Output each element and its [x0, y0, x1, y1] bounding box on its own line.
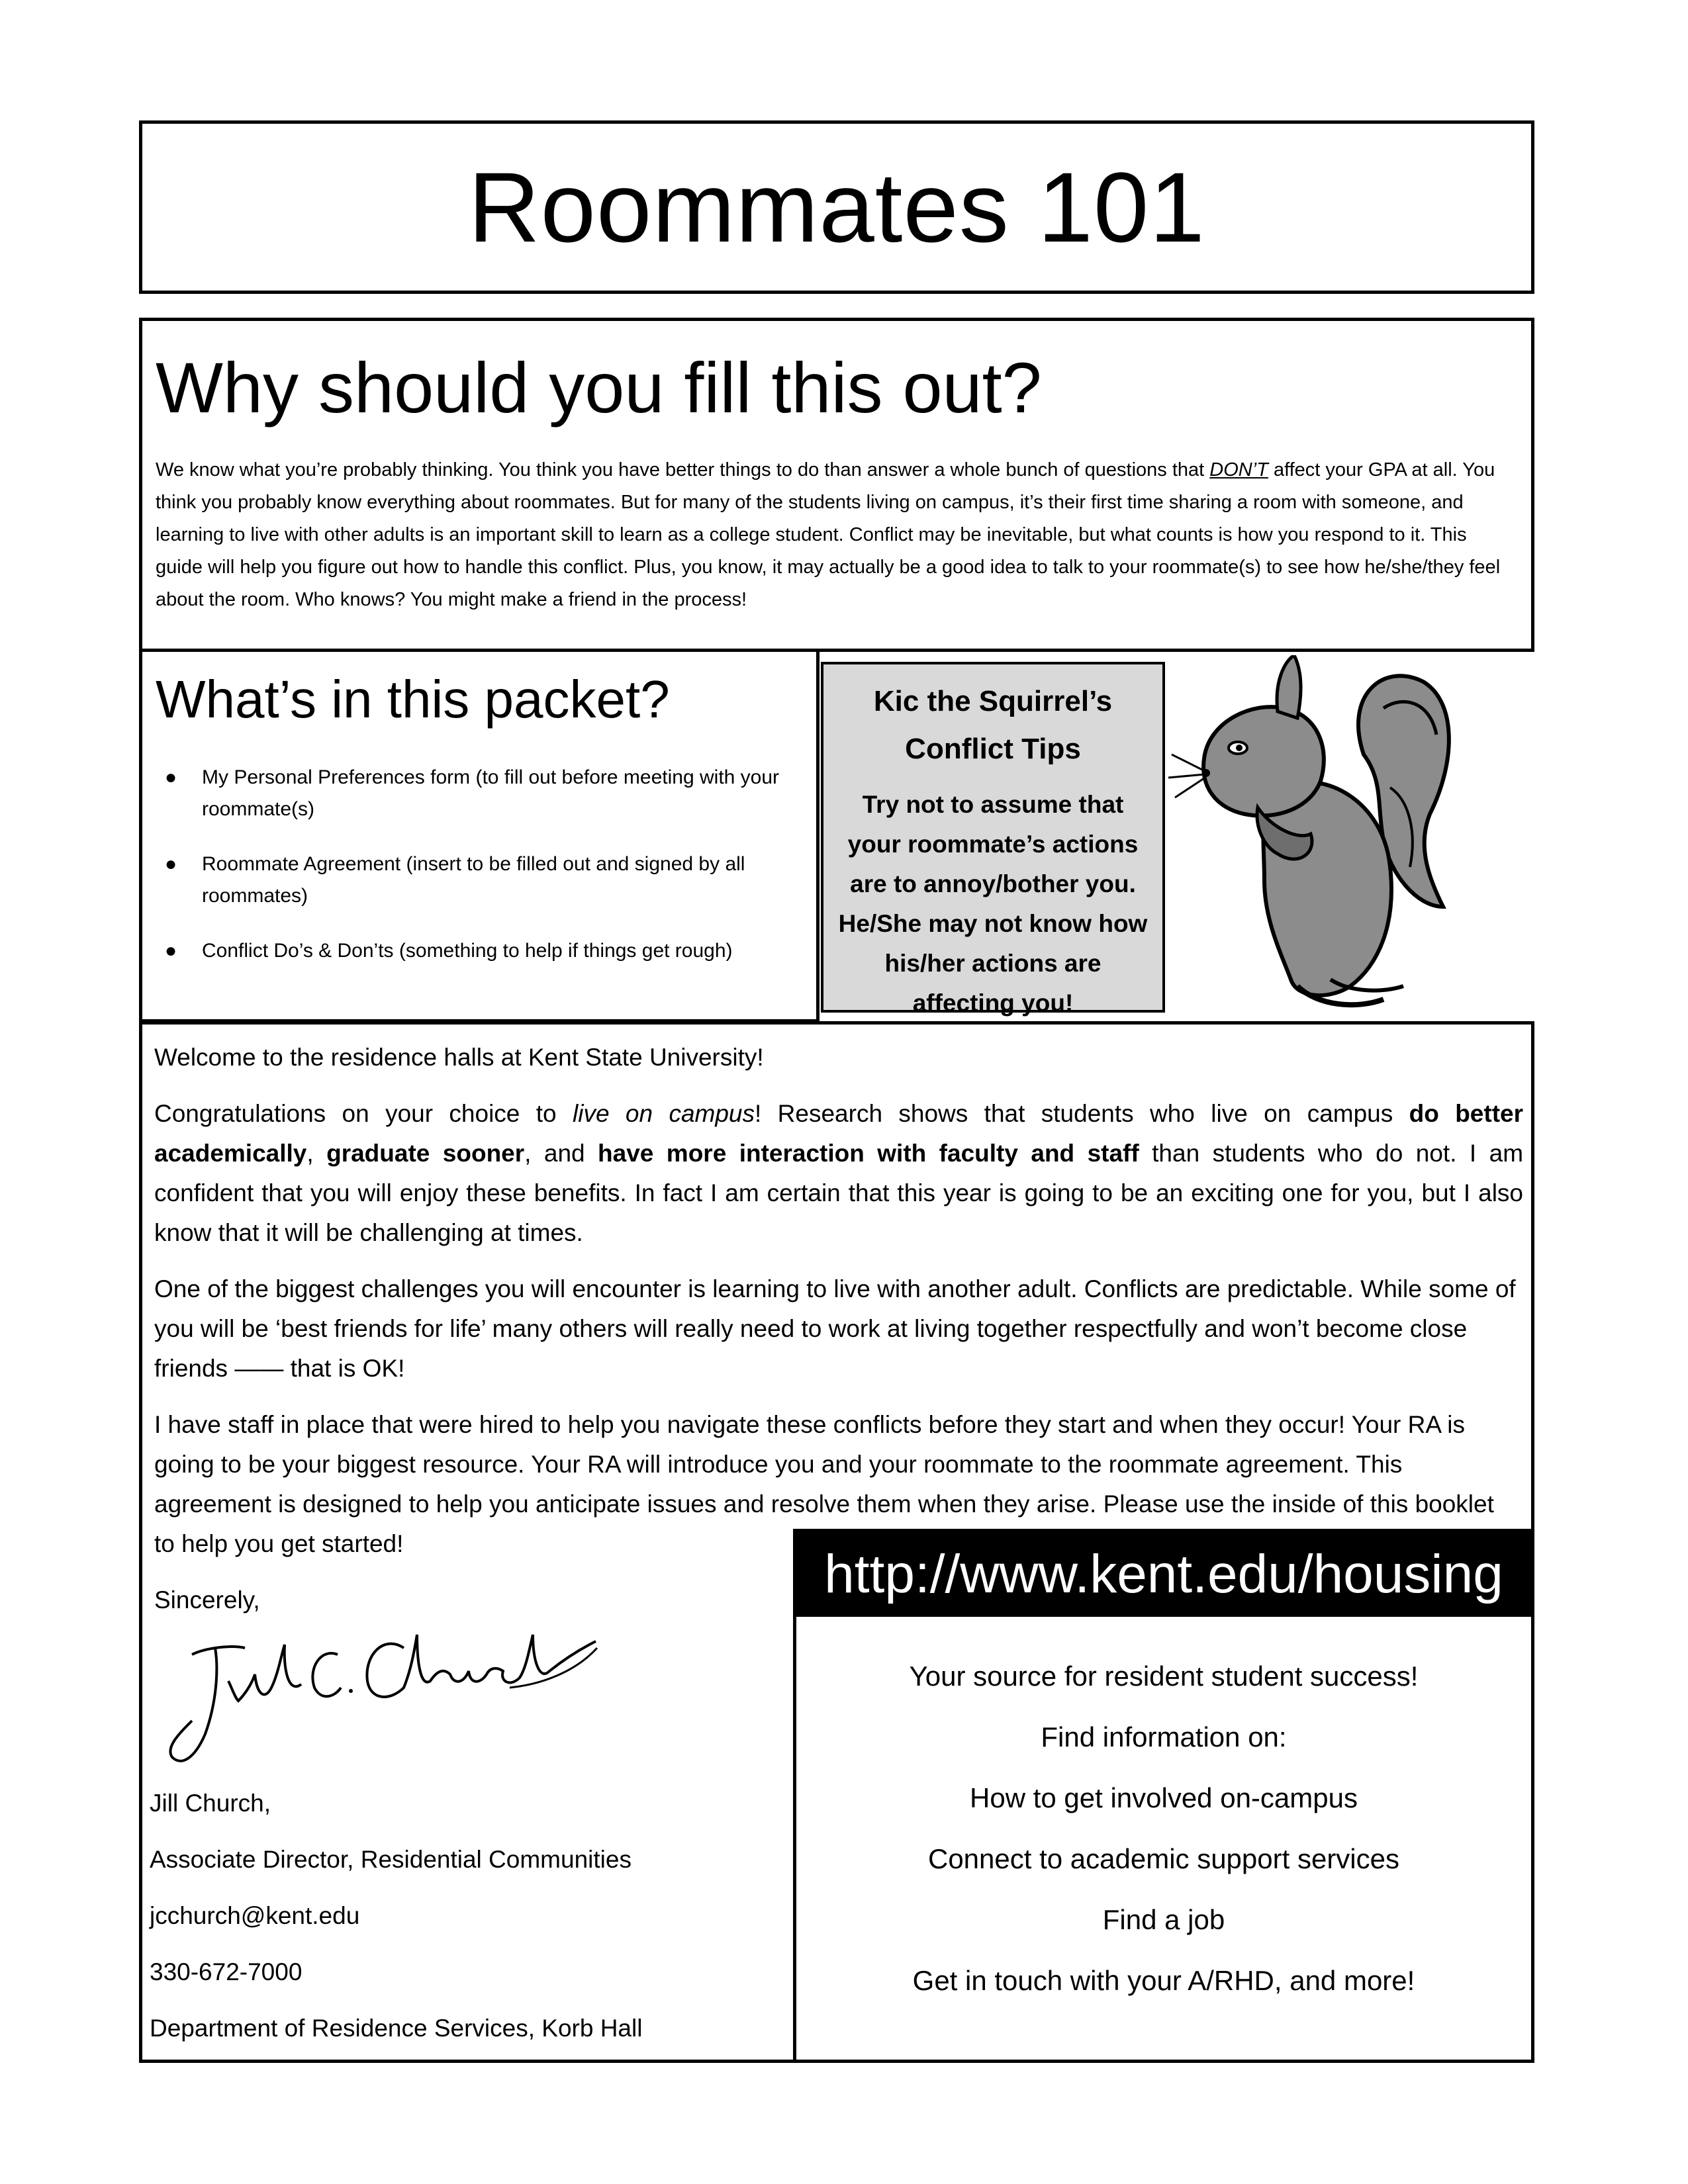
packet-heading: What’s in this packet?: [156, 670, 670, 729]
packet-item-text: Conflict Do’s & Don’ts (something to help if things get rough): [202, 940, 733, 962]
packet-list: [156, 762, 803, 967]
p1-bold: have more interaction with faculty and staff: [598, 1140, 1139, 1167]
tips-body: Try not to assume that your roommate’s actions are to annoy/bother you. He/She may not know how his/her actions are affecting you!: [838, 791, 1148, 1017]
why-section: [139, 318, 1534, 652]
why-body-end: affect your GPA at all. You think you probably know everything about roommates. But for many of the students living on campus, it’s their first time sharing a room with someone, and learning to live with other adults is an important skill to learn as a college student. Conflict may be inevitable, but what counts is how you respond to it. This guide will help you figure out how to handle this conflict. Plus, you know, it may actually be a good idea to talk to your roommate(s) to see how he/she/they feel about the room. Who knows? You might make a friend in the process!: [156, 459, 1501, 610]
letter-paragraph-3: I have staff in place that were hired to help you navigate these conflicts before they start and when they occur! Your RA is going to be your biggest resource. Your RA will introduce you and your roommate to the roommate agreement. This agreement is designed to help you anticipate issues and resolve them when they arise. Please use the inside of this booklet to help you get started!: [154, 1411, 1494, 1557]
sign-name: Jill Church,: [150, 1790, 271, 1817]
housing-info-box: [793, 1529, 1534, 2063]
info-line: Get in touch with your A/RHD, and more!: [912, 1965, 1415, 1996]
signature-block: [150, 1784, 642, 2048]
sign-phone: 330-672-7000: [150, 1958, 303, 1985]
letter-paragraph-1: [154, 1094, 1523, 1253]
sign-title: Associate Director, Residential Communities: [150, 1846, 632, 1873]
conflict-tips-box: [821, 662, 1165, 1017]
bullet-icon: ●: [165, 853, 177, 875]
info-line: Connect to academic support services: [927, 1843, 1399, 1874]
list-item: [156, 935, 803, 967]
letter-greeting: Welcome to the residence halls at Kent State University!: [154, 1044, 764, 1071]
p1-text: than students who do not. I am confident that you will enjoy these benefits. In fact I am certain that this year is going to be an exciting one for you, but I also know that it will be challenging at times.: [154, 1140, 1524, 1246]
why-body-start: We know what you’re probably thinking. You think you have better things to do than answer a whole bunch of questions that: [156, 459, 1210, 480]
p1-text: Congratulations on your choice to: [154, 1100, 573, 1127]
p1-bold: graduate sooner: [326, 1140, 525, 1167]
p1-italic: live on campus: [573, 1100, 755, 1127]
why-body-emphasis: DON’T: [1209, 459, 1268, 480]
sign-email[interactable]: jcchurch@kent.edu: [150, 1902, 360, 1929]
list-item: [156, 848, 803, 912]
p1-text: ,: [306, 1140, 327, 1167]
p1-text: , and: [524, 1140, 598, 1167]
tips-title-line2: Conflict Tips: [905, 733, 1081, 765]
title-box: [139, 120, 1534, 294]
info-line: Find information on:: [1041, 1721, 1287, 1752]
tips-title-line1: Kic the Squirrel’s: [873, 685, 1113, 717]
info-line: Find a job: [1102, 1904, 1225, 1935]
letter-closing: Sincerely,: [154, 1586, 260, 1614]
list-item: [156, 762, 803, 825]
why-heading: Why should you fill this out?: [156, 347, 1042, 428]
housing-url[interactable]: http://www.kent.edu/housing: [796, 1532, 1531, 1617]
bullet-icon: ●: [165, 766, 177, 788]
housing-info-list: [796, 1617, 1531, 2011]
squirrel-icon: [1165, 655, 1456, 1019]
why-body: [156, 454, 1518, 616]
p1-text: ! Research shows that students who live on campus: [755, 1100, 1409, 1127]
page-title: Roommates 101: [468, 151, 1205, 263]
letter-paragraph-2: One of the biggest challenges you will encounter is learning to live with another adult. Conflicts are predictable. While some of you will be ‘best friends for life’ many others will really need to work at living together respectfully and won’t become close friends —— that is OK!: [154, 1275, 1516, 1382]
p1-bold: do better academically: [154, 1100, 1524, 1167]
packet-section: [139, 649, 820, 1023]
info-line: How to get involved on-campus: [970, 1782, 1358, 1813]
info-line: Your source for resident student success!: [909, 1661, 1419, 1692]
packet-item-text: Roommate Agreement (insert to be filled out and signed by all roommates): [202, 853, 745, 907]
signature-image: [152, 1608, 602, 1787]
packet-item-text: My Personal Preferences form (to fill out before meeting with your roommate(s): [202, 766, 780, 820]
bullet-icon: ●: [165, 940, 177, 962]
sign-department: Department of Residence Services, Korb Hall: [150, 2015, 643, 2042]
